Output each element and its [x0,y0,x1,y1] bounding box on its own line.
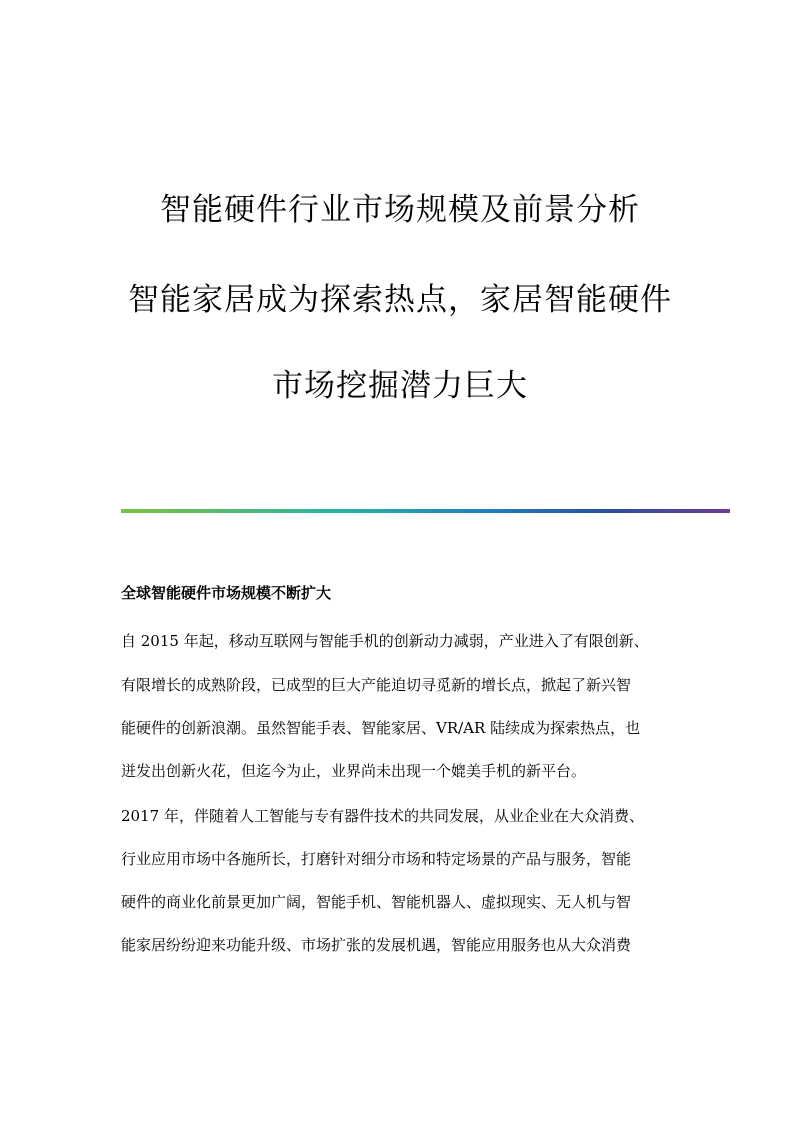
paragraph-1-line-1: 自 2015 年起，移动互联网与智能手机的创新动力减弱，产业进入了有限创新、 [121,632,649,650]
title-line-2: 智能家居成为探索热点，家居智能硬件 [128,282,672,318]
paragraph-2-line-4: 能家居纷纷迎来功能升级、市场扩张的发展机遇，智能应用服务也从大众消费 [121,936,632,954]
paragraph-1-line-4: 迸发出创新火花，但迄今为止，业界尚未出现一个媲美手机的新平台。 [121,762,587,780]
gradient-divider [121,509,730,513]
paragraph-2-line-3: 硬件的商业化前景更加广阔，智能手机、智能机器人、虚拟现实、无人机与智 [121,893,632,911]
paragraph-1-line-3: 能硬件的创新浪潮。虽然智能手表、智能家居、VR/AR 陆续成为探索热点，也 [121,719,641,737]
paragraph-2-line-2: 行业应用市场中各施所长，打磨针对细分市场和特定场景的产品与服务，智能 [121,850,632,868]
paragraph-2-line-1: 2017 年，伴随着人工智能与专有器件技术的共同发展，从业企业在大众消费、 [121,807,644,825]
title-line-3: 市场挖掘潜力巨大 [272,368,528,404]
section-heading: 全球智能硬件市场规模不断扩大 [121,584,332,602]
title-line-1: 智能硬件行业市场规模及前景分析 [160,192,640,228]
paragraph-1-line-2: 有限增长的成熟阶段，已成型的巨大产能迫切寻觅新的增长点，掀起了新兴智 [121,676,632,694]
